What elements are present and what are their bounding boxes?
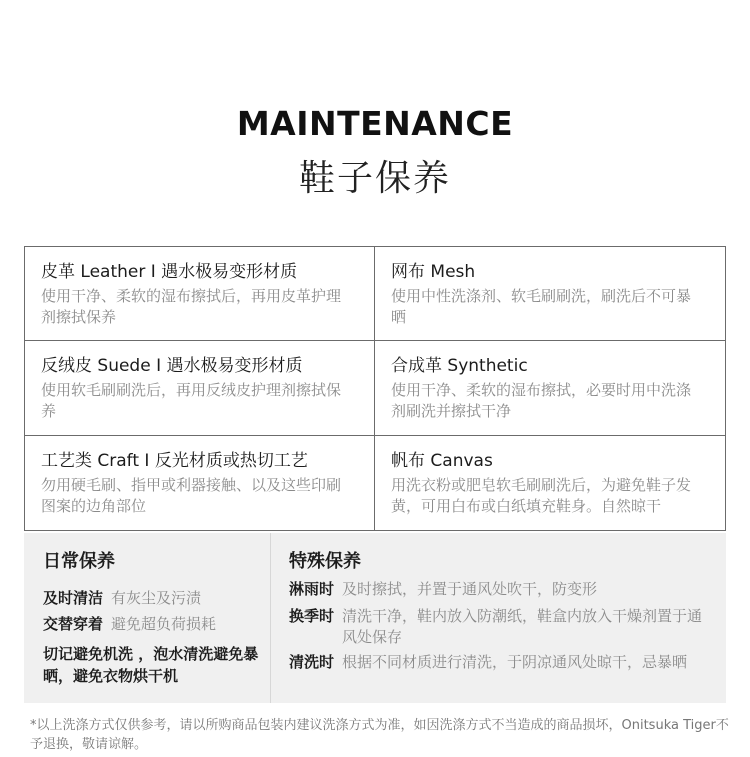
daily-care-value: 避免超负荷损耗 — [111, 615, 217, 633]
material-cell-craft — [25, 436, 375, 530]
care-panel — [24, 533, 726, 703]
special-care-row — [289, 652, 709, 673]
daily-care-row — [43, 587, 201, 608]
daily-care-value: 有灰尘及污渍 — [111, 589, 202, 607]
special-care-row — [289, 579, 709, 600]
material-heading: 合成革 Synthetic — [391, 356, 528, 376]
material-cell-synthetic — [375, 341, 726, 436]
material-cell-mesh — [375, 247, 726, 341]
material-description: 使用干净、柔软的湿布擦拭后，再用皮革护理剂擦拭保养 — [41, 287, 342, 326]
material-description: 使用干净、柔软的湿布擦拭，必要时用中洗涤剂刷洗并擦拭干净 — [391, 381, 692, 420]
special-care-key: 清洗时 — [289, 653, 335, 671]
material-cell-canvas — [375, 436, 726, 530]
daily-care-section — [24, 533, 270, 703]
material-heading: 网布 Mesh — [391, 262, 476, 282]
special-care-row — [289, 606, 709, 648]
material-cell-leather — [25, 247, 375, 341]
daily-care-key: 交替穿着 — [43, 615, 104, 633]
material-heading: 反绒皮 Suede I 遇水极易变形材质 — [41, 356, 303, 376]
material-heading: 帆布 Canvas — [391, 451, 493, 471]
special-care-key: 换季时 — [289, 607, 335, 625]
special-care-value: 根据不同材质进行清洗，于阴凉通风处晾干，忌暴晒 — [342, 653, 688, 671]
material-description: 勿用硬毛刷、指甲或利器接触、以及这些印刷图案的边角部位 — [41, 476, 342, 515]
daily-care-warning: 切记避免机洗 ，泡水清洗避免暴晒，避免衣物烘干机 — [43, 645, 259, 685]
material-description: 使用中性洗涤剂、软毛刷刷洗，刷洗后不可暴晒 — [391, 287, 692, 326]
special-care-section — [271, 533, 726, 703]
daily-care-key: 及时清洁 — [43, 589, 104, 607]
material-heading: 皮革 Leather I 遇水极易变形材质 — [41, 262, 298, 282]
special-care-key: 淋雨时 — [289, 580, 335, 598]
daily-care-row — [43, 613, 216, 634]
page-title-zh: 鞋子保养 — [298, 158, 451, 199]
page-title-en: MAINTENANCE — [236, 104, 514, 143]
special-care-value: 清洗干净，鞋内放入防潮纸，鞋盒内放入干燥剂置于通风处保存 — [342, 607, 703, 646]
material-description: 用洗衣粉或肥皂软毛刷刷洗后，为避免鞋子发黄，可用白布或白纸填充鞋身。自然晾干 — [391, 476, 692, 515]
daily-care-title: 日常保养 — [43, 551, 115, 572]
material-heading: 工艺类 Craft I 反光材质或热切工艺 — [41, 451, 308, 471]
material-cell-suede — [25, 341, 375, 436]
material-care-grid — [24, 246, 726, 531]
material-description: 使用软毛刷刷洗后，再用反绒皮护理剂擦拭保养 — [41, 381, 342, 420]
special-care-title: 特殊保养 — [289, 551, 361, 572]
special-care-value: 及时擦拭，并置于通风处吹干，防变形 — [342, 580, 598, 598]
disclaimer-footnote: *以上洗涤方式仅供参考，请以所购商品包装内建议洗涤方式为准，如因洗涤方式不当造成的商品损坏，Onitsuka Tiger不予退换，敬请谅解。 — [30, 718, 729, 752]
